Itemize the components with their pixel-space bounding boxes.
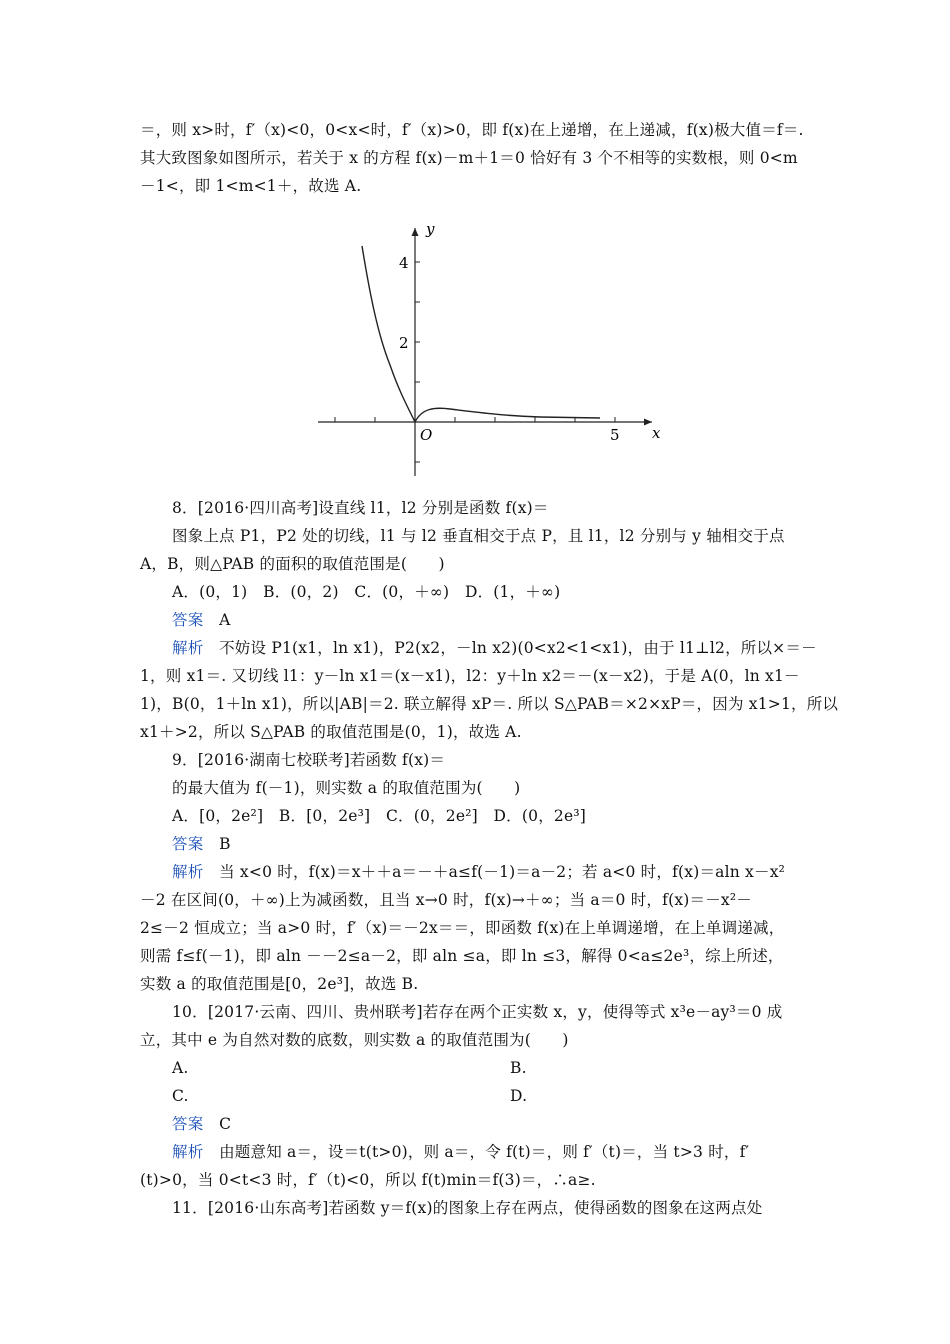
x-tick-label: 5: [610, 426, 620, 444]
solution-label: 解析: [172, 863, 204, 881]
solution-text: 不妨设 P1(x1，ln x1)，P2(x2，－ln x2)(0<x2<1<x1)，由于 l1⊥l2，所以×＝－: [219, 639, 817, 657]
question-10-options-row1: [172, 1058, 852, 1078]
question-10-options-row2: [172, 1086, 852, 1106]
solution-text: 当 x<0 时，f(x)＝x＋＋a＝－＋a≤f(－1)＝a－2；若 a<0 时，f(x)＝aln x－x²: [219, 863, 786, 881]
text-line: 其大致图象如图所示，若关于 x 的方程 f(x)－m＋1＝0 恰好有 3 个不相等的实数根，则 0<m: [140, 149, 798, 167]
text-line: x1＋>2，所以 S△PAB 的取值范围是(0，1)，故选 A.: [140, 723, 522, 741]
solution-text: 由题意知 a＝，设＝t(t>0)，则 a＝，令 f(t)＝，则 f′（t)＝，当 t>3 时，f′: [219, 1143, 750, 1161]
origin-label: O: [420, 426, 433, 444]
answer-value: B: [219, 835, 231, 853]
y-tick-label: 4: [399, 254, 409, 272]
question-8-answer: [172, 610, 852, 630]
text-line: －2 在区间(0，＋∞)上为减函数，且当 x→0 时，f(x)→＋∞；当 a＝0 时，f(x)＝－x²－: [140, 891, 752, 909]
text-line: (t)>0，当 0<t<3 时，f′（t)<0，所以 f(t)min＝f(3)＝，∴a≥.: [140, 1171, 596, 1189]
question-9-title: 9．[2016·湖南七校联考]若函数 f(x)＝: [172, 751, 446, 769]
solution-label: 解析: [172, 1143, 204, 1161]
question-11-title: 11．[2016·山东高考]若函数 y＝f(x)的图象上存在两点，使得函数的图象在这两点处: [172, 1199, 763, 1217]
answer-value: C: [219, 1115, 232, 1133]
question-8-solution: [172, 638, 852, 658]
text-line: 图象上点 P1，P2 处的切线，l1 与 l2 垂直相交于点 P，且 l1，l2 分别与 y 轴相交于点: [172, 527, 785, 545]
option-b: B.: [510, 1059, 527, 1077]
y-tick-label: 2: [399, 334, 409, 352]
text-line: 则需 f≤f(－1)，即 aln －－2≤a－2，即 aln ≤a，即 ln ≤3，解得 0<a≤2e³，综上所述，: [140, 947, 784, 965]
question-8-options: A．(0，1) B．(0，2) C．(0，＋∞) D．(1，＋∞): [172, 583, 561, 601]
solution-label: 解析: [172, 639, 204, 657]
x-axis-label: x: [652, 424, 661, 442]
text-line: 1)，B(0，1＋ln x1)，所以|AB|＝2. 联立解得 xP＝. 所以 S△PAB＝×2×xP＝，因为 x1>1，所以: [140, 695, 839, 713]
question-9-answer: [172, 834, 852, 854]
text-line: 立，其中 e 为自然对数的底数，则实数 a 的取值范围为( ): [140, 1031, 569, 1049]
option-c: C.: [172, 1087, 189, 1105]
y-axis-arrow: [412, 228, 419, 236]
question-9-options: A．[0，2e²] B．[0，2e³] C．(0，2e²] D．(0，2e³]: [172, 807, 586, 825]
question-10-answer: [172, 1114, 852, 1134]
text-line: －1<，即 1<m<1＋，故选 A.: [140, 177, 362, 195]
option-a: A.: [172, 1059, 189, 1077]
answer-label: 答案: [172, 611, 204, 629]
answer-label: 答案: [172, 1115, 204, 1133]
function-graph: [300, 210, 685, 490]
function-curve: [362, 246, 600, 422]
text-line: ＝，则 x>时，f′（x)<0，0<x<时，f′（x)>0，即 f(x)在上递增，在上递减，f(x)极大值＝f＝.: [140, 121, 804, 139]
answer-value: A: [219, 611, 231, 629]
text-line: A，B，则△PAB 的面积的取值范围是( ): [140, 555, 445, 573]
question-8-title: 8．[2016·四川高考]设直线 l1，l2 分别是函数 f(x)＝: [172, 499, 549, 517]
question-10-solution: [172, 1142, 852, 1162]
text-line: 2≤－2 恒成立；当 a>0 时，f′（x)＝－2x＝＝，即函数 f(x)在上单调递增，在上单调递减，: [140, 919, 785, 937]
option-d: D.: [510, 1087, 528, 1105]
question-10-title: 10．[2017·云南、四川、贵州联考]若存在两个正实数 x，y，使得等式 x³e－ay³＝0 成: [172, 1003, 783, 1021]
x-axis-arrow: [644, 419, 652, 426]
question-9-solution: [172, 862, 852, 882]
text-line: 实数 a 的取值范围是[0，2e³]，故选 B.: [140, 975, 419, 993]
answer-label: 答案: [172, 835, 204, 853]
y-axis-label: y: [426, 220, 435, 238]
text-line: 的最大值为 f(－1)，则实数 a 的取值范围为( ): [172, 779, 521, 797]
text-line: 1，则 x1＝. 又切线 l1：y－ln x1＝(x－x1)，l2：y＋ln x2＝－(x－x2)，于是 A(0，ln x1－: [140, 667, 800, 685]
